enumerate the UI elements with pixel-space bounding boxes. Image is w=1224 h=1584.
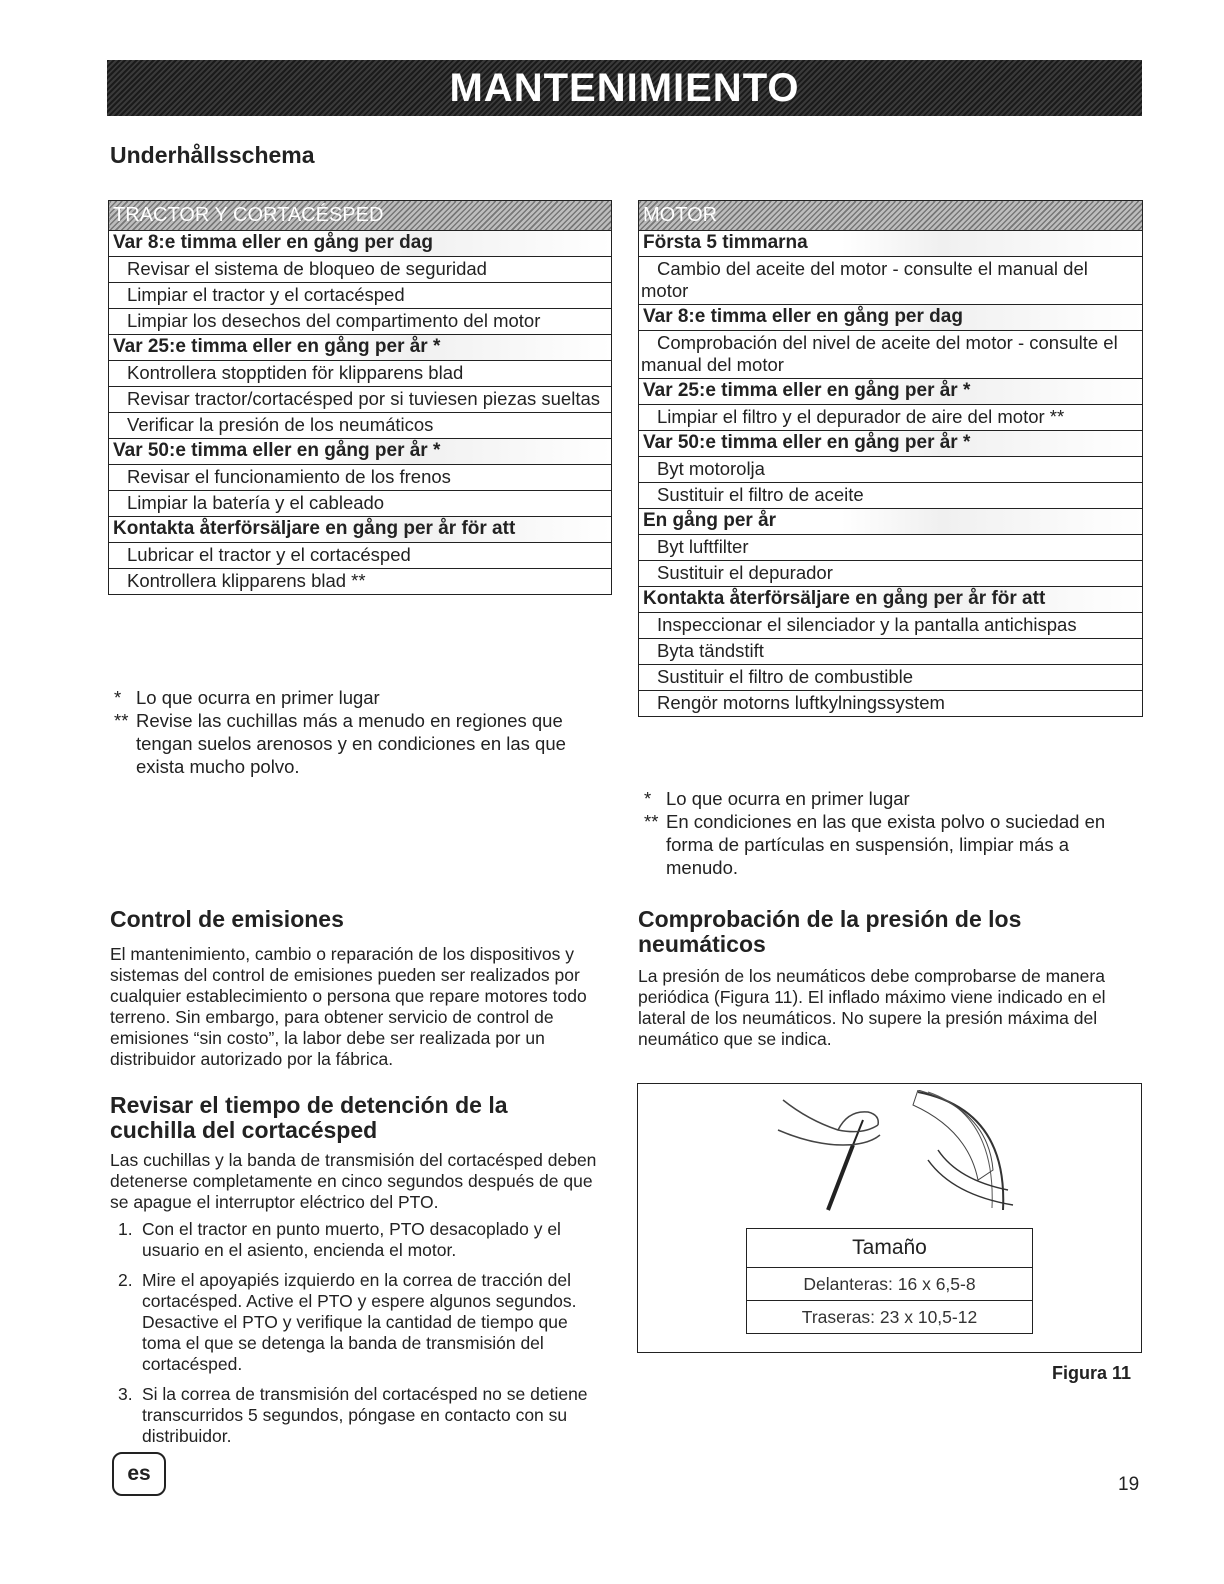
tire-size-header: Tamaño bbox=[747, 1229, 1033, 1268]
schedule-section-title: Första 5 timmarna bbox=[639, 231, 1143, 257]
schedule-section-title: Var 8:e timma eller en gång per dag bbox=[109, 231, 612, 257]
schedule-item: Sustituir el filtro de combustible bbox=[639, 665, 1143, 691]
footnote-mark: * bbox=[114, 687, 122, 708]
schedule-section-title: Var 25:e timma eller en gång per år * bbox=[639, 379, 1143, 405]
banner-title: MANTENIMIENTO bbox=[449, 65, 800, 110]
schedule-section-title: Var 50:e timma eller en gång per år * bbox=[639, 431, 1143, 457]
schedule-item: Cambio del aceite del motor - consulte el manual del motor bbox=[639, 257, 1143, 305]
schedule-item: Limpiar la batería y el cableado bbox=[109, 491, 612, 517]
emissions-body: El mantenimiento, cambio o reparación de los dispositivos y sistemas del control de emisiones pueden ser realizados por cualquier establecimiento o persona que repare motores todo terreno. Sin embargo, para obtener servicio de control de emisiones “sin costo”, la labor debe ser realizada por un distribuidor autorizado por la fábrica. bbox=[110, 944, 587, 1069]
tire-heading: Comprobación de la presión de los neumáticos bbox=[638, 906, 1022, 957]
schedule-section-title: Kontakta återförsäljare en gång per år för att bbox=[109, 517, 612, 543]
footnote-text: Lo que ocurra en primer lugar bbox=[666, 788, 910, 809]
tire-size-row: Traseras: 23 x 10,5-12 bbox=[747, 1301, 1033, 1334]
footnote bbox=[640, 810, 1130, 879]
schedule-item: Limpiar el tractor y el cortacésped bbox=[109, 283, 612, 309]
step-number: 3. bbox=[118, 1384, 133, 1404]
footnote-text: Lo que ocurra en primer lugar bbox=[136, 687, 380, 708]
tire-size-row: Delanteras: 16 x 6,5-8 bbox=[747, 1268, 1033, 1301]
step-text: Con el tractor en punto muerto, PTO desacoplado y el usuario en el asiento, encienda el motor. bbox=[142, 1219, 561, 1260]
schedule-section-title: Var 8:e timma eller en gång per dag bbox=[639, 305, 1143, 331]
step-number: 1. bbox=[118, 1219, 133, 1239]
schedule-item: Lubricar el tractor y el cortacésped bbox=[109, 543, 612, 569]
step-text: Mire el apoyapiés izquierdo en la correa de tracción del cortacésped. Active el PTO y espere algunos segundos. Desactive el PTO y verifique la cantidad de tiempo que toma el que se detenga la banda de transmisión del cortacésped. bbox=[142, 1270, 577, 1374]
motor-footnotes bbox=[640, 787, 1130, 879]
schedule-item: Byta tändstift bbox=[639, 639, 1143, 665]
step-item bbox=[110, 1219, 610, 1261]
blade-heading: Revisar el tiempo de detención de la cuchilla del cortacésped bbox=[110, 1092, 508, 1143]
schedule-section-title: Kontakta återförsäljare en gång per år för att bbox=[639, 587, 1143, 613]
blade-body: Las cuchillas y la banda de transmisión del cortacésped deben detenerse completamente en cinco segundos después de que se apague el interruptor eléctrico del PTO. bbox=[110, 1150, 597, 1212]
footnote-mark: * bbox=[644, 788, 652, 809]
step-number: 2. bbox=[118, 1270, 133, 1290]
schedule-item: Revisar el funcionamiento de los frenos bbox=[109, 465, 612, 491]
schedule-item: Revisar tractor/cortacésped por si tuviesen piezas sueltas bbox=[109, 387, 612, 413]
table-header: MOTOR bbox=[639, 201, 1143, 231]
schedule-item: Comprobación del nivel de aceite del motor - consulte el manual del motor bbox=[639, 331, 1143, 379]
schedule-item: Verificar la presión de los neumáticos bbox=[109, 413, 612, 439]
tractor-schedule-table bbox=[108, 200, 612, 595]
footnote-mark: ** bbox=[114, 710, 129, 731]
schedule-item: Sustituir el depurador bbox=[639, 561, 1143, 587]
footnote-mark: ** bbox=[644, 811, 659, 832]
schedule-item: Limpiar los desechos del compartimento del motor bbox=[109, 309, 612, 335]
figure-11-box bbox=[637, 1083, 1142, 1353]
step-item bbox=[110, 1270, 610, 1375]
schedule-item: Byt motorolja bbox=[639, 457, 1143, 483]
footnote bbox=[110, 709, 600, 778]
page-number: 19 bbox=[1118, 1474, 1140, 1495]
schedule-item: Rengör motorns luftkylningssystem bbox=[639, 691, 1143, 717]
language-badge: es bbox=[112, 1452, 166, 1496]
schedule-item: Sustituir el filtro de aceite bbox=[639, 483, 1143, 509]
schedule-subheading: Underhållsschema bbox=[110, 142, 315, 168]
tire-size-table bbox=[746, 1228, 1033, 1334]
footnote-text: En condiciones en las que exista polvo o suciedad en forma de partículas en suspensión, limpiar más a menudo. bbox=[666, 811, 1106, 878]
blade-steps bbox=[110, 1219, 610, 1456]
schedule-item: Kontrollera stopptiden för klipparens blad bbox=[109, 361, 612, 387]
step-item bbox=[110, 1384, 610, 1447]
schedule-item: Kontrollera klipparens blad ** bbox=[109, 569, 612, 595]
footnote bbox=[110, 686, 600, 709]
figure-caption: Figura 11 bbox=[1052, 1363, 1132, 1383]
schedule-item: Byt luftfilter bbox=[639, 535, 1143, 561]
step-text: Si la correa de transmisión del cortacésped no se detiene transcurridos 5 segundos, póngase en contacto con su distribuidor. bbox=[142, 1384, 588, 1446]
emissions-heading: Control de emisiones bbox=[110, 906, 344, 932]
schedule-item: Inspeccionar el silenciador y la pantalla antichispas bbox=[639, 613, 1143, 639]
section-banner bbox=[107, 60, 1142, 116]
schedule-section-title: En gång per år bbox=[639, 509, 1143, 535]
tractor-footnotes bbox=[110, 686, 600, 778]
table-header: TRACTOR Y CORTACÉSPED bbox=[109, 201, 612, 231]
schedule-section-title: Var 50:e timma eller en gång per år * bbox=[109, 439, 612, 465]
tire-gauge-illustration bbox=[768, 1090, 1018, 1220]
schedule-section-title: Var 25:e timma eller en gång per år * bbox=[109, 335, 612, 361]
motor-schedule-table bbox=[638, 200, 1143, 717]
tire-body: La presión de los neumáticos debe comprobarse de manera periódica (Figura 11). El inflado máximo viene indicado en el lateral de los neumáticos. No supere la presión máxima del neumático que se indica. bbox=[638, 966, 1106, 1049]
footnote-text: Revise las cuchillas más a menudo en regiones que tengan suelos arenosos y en condiciones en las que exista mucho polvo. bbox=[136, 710, 566, 777]
schedule-item: Limpiar el filtro y el depurador de aire del motor ** bbox=[639, 405, 1143, 431]
footnote bbox=[640, 787, 1130, 810]
schedule-item: Revisar el sistema de bloqueo de seguridad bbox=[109, 257, 612, 283]
